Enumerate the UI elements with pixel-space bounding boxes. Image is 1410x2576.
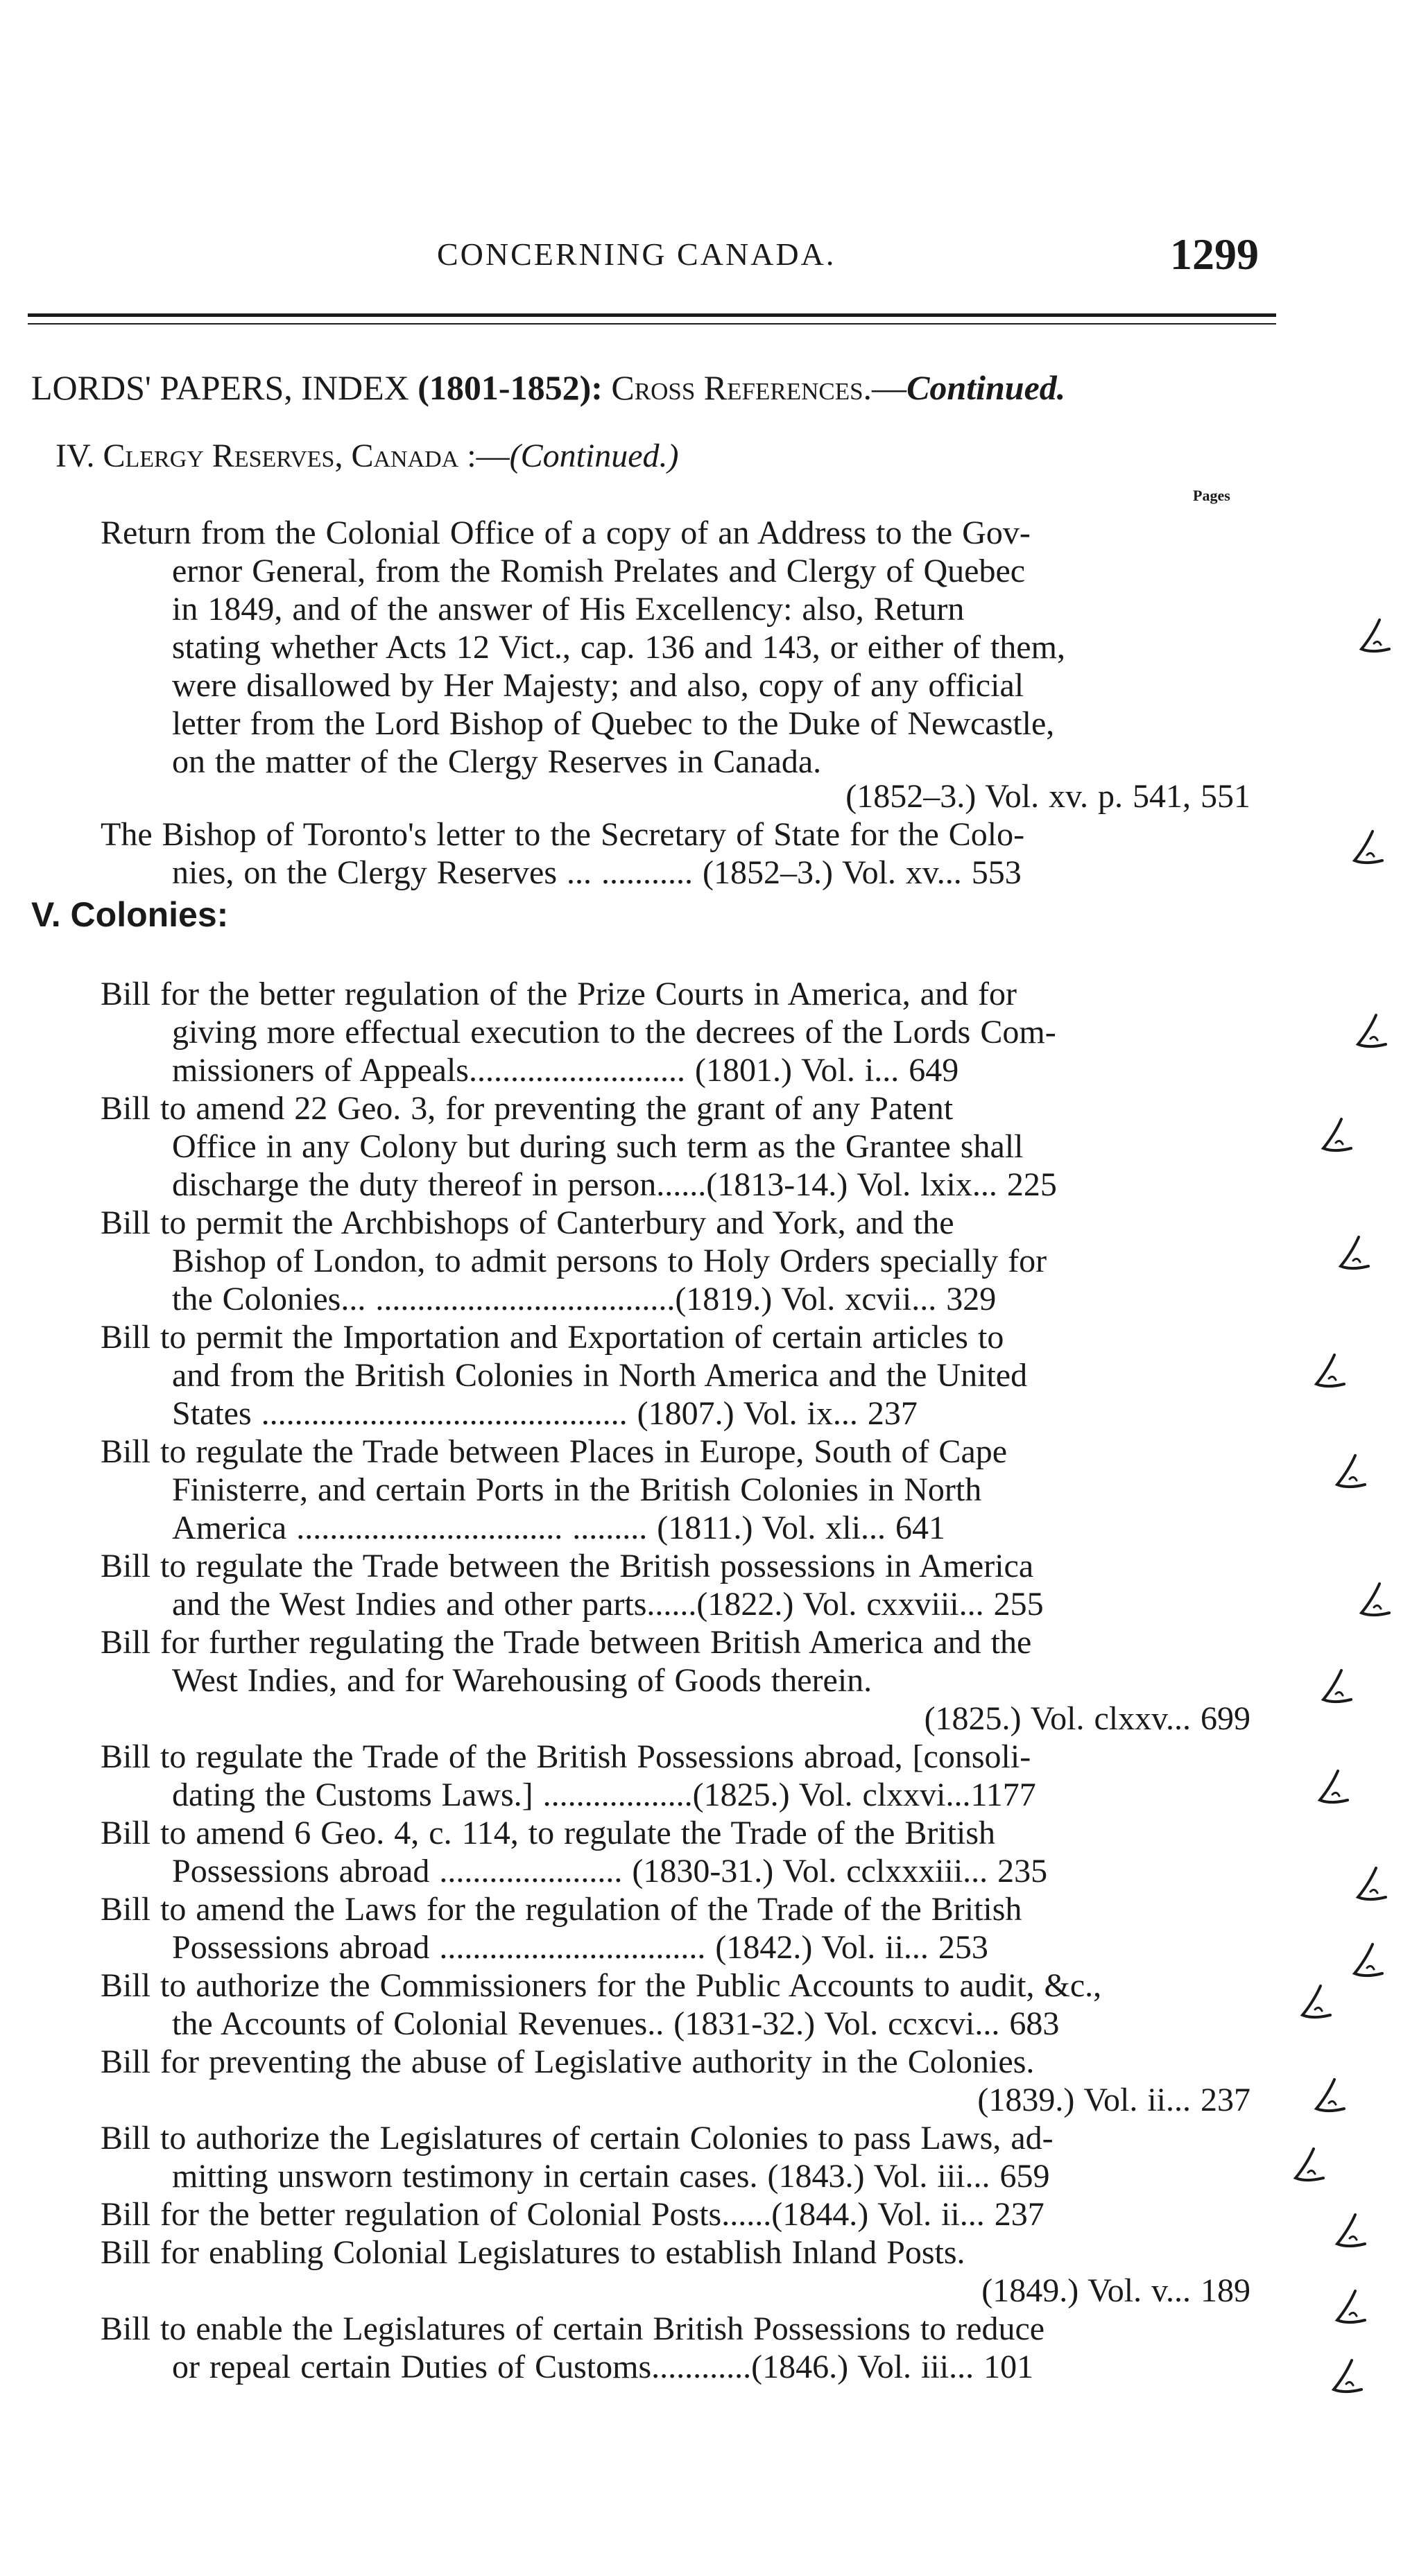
- subsection-heading: [55, 437, 679, 475]
- entry-line: the Colonies... ....................................(1819.) Vol. xcvii... 329: [172, 1281, 997, 1317]
- entry-line: the Accounts of Colonial Revenues.. (1831-32.) Vol. ccxcvi... 683: [172, 2005, 1060, 2042]
- entry-line: Bill for the better regulation of Colonial Posts......(1844.) Vol. ii... 237: [101, 2196, 1044, 2233]
- handwritten-mark-icon: [1332, 1453, 1373, 1494]
- entry-line: in 1849, and of the answer of His Excellency: also, Return: [172, 591, 965, 628]
- entry-line: letter from the Lord Bishop of Quebec to the Duke of Newcastle,: [172, 705, 1055, 742]
- subsection-continued: (Continued.): [509, 438, 679, 474]
- entry-line: Office in any Colony but during such term as the Grantee shall: [172, 1128, 1024, 1165]
- entry-line: Bill to authorize the Legislatures of certain Colonies to pass Laws, ad-: [101, 2120, 1054, 2156]
- section-heading-prefix: LORDS' PAPERS, INDEX: [31, 368, 409, 407]
- entry-line: States ............................................ (1807.) Vol. ix... 237: [172, 1395, 918, 1432]
- entry-line: Bill to enable the Legislatures of certain British Possessions to reduce: [101, 2310, 1045, 2347]
- entry-line: Bill to amend 6 Geo. 4, c. 114, to regulate the Trade of the British: [101, 1815, 996, 1851]
- handwritten-mark-icon: [1318, 1116, 1359, 1158]
- entry-reference: (1839.) Vol. ii... 237: [977, 2082, 1250, 2118]
- entry-line: Bill to amend the Laws for the regulation of the Trade of the British: [101, 1891, 1022, 1928]
- section-heading: [31, 368, 1280, 408]
- entry-line: Return from the Colonial Office of a copy of an Address to the Gov-: [101, 515, 1031, 551]
- entry-line: Bill to permit the Archbishops of Canterbury and York, and the: [101, 1204, 954, 1241]
- entry-line: Bill for enabling Colonial Legislatures to establish Inland Posts.: [101, 2234, 965, 2271]
- running-title: CONCERNING CANADA.: [437, 236, 836, 272]
- header-rule-thin: [28, 323, 1276, 325]
- handwritten-mark-icon: [1332, 2288, 1373, 2330]
- entry-reference: (1825.) Vol. clxxv... 699: [924, 1700, 1250, 1737]
- handwritten-mark-icon: [1328, 2358, 1370, 2399]
- entry-line: and from the British Colonies in North America and the United: [172, 1357, 1028, 1394]
- entry-line: Bill to regulate the Trade between Places in Europe, South of Cape: [101, 1433, 1008, 1470]
- section-heading-years: (1801-1852):: [418, 368, 603, 407]
- entry-line: and the West Indies and other parts......(1822.) Vol. cxxviii... 255: [172, 1586, 1044, 1623]
- entry-line: dating the Customs Laws.] ..................(1825.) Vol. clxxvi...1177: [172, 1777, 1036, 1813]
- handwritten-mark-icon: [1349, 1942, 1391, 1983]
- entry-line: The Bishop of Toronto's letter to the Secretary of State for the Colo-: [101, 816, 1025, 853]
- handwritten-mark-icon: [1311, 1352, 1352, 1394]
- page-number: 1299: [1170, 230, 1259, 279]
- entry-line: ernor General, from the Romish Prelates and Clergy of Quebec: [172, 553, 1026, 589]
- section-heading-continued: Continued.: [906, 368, 1066, 407]
- entry-line: Bill for preventing the abuse of Legislative authority in the Colonies.: [101, 2043, 1035, 2080]
- entry-line: Bill to amend 22 Geo. 3, for preventing the grant of any Patent: [101, 1090, 954, 1127]
- entry-reference: (1852–3.) Vol. xv. p. 541, 551: [845, 778, 1250, 815]
- entry-line: Bishop of London, to admit persons to Holy Orders specially for: [172, 1243, 1047, 1279]
- entry-line: mitting unsworn testimony in certain cases. (1843.) Vol. iii... 659: [172, 2158, 1050, 2195]
- entry-line: on the matter of the Clergy Reserves in Canada.: [172, 743, 822, 780]
- section-heading-cross-references: Cross References.—: [611, 368, 907, 407]
- entry-line: giving more effectual execution to the decrees of the Lords Com-: [172, 1014, 1056, 1051]
- entry-line: Finisterre, and certain Ports in the British Colonies in North: [172, 1471, 982, 1508]
- entry-line: missioners of Appeals.......................... (1801.) Vol. i... 649: [172, 1052, 959, 1089]
- handwritten-mark-icon: [1290, 2146, 1332, 2188]
- entry-line: were disallowed by Her Majesty; and also, copy of any official: [172, 667, 1024, 704]
- entry-reference: (1849.) Vol. v... 189: [981, 2272, 1250, 2309]
- subsection-label: IV. Clergy Reserves, Canada :—: [55, 438, 510, 474]
- entry-line: nies, on the Clergy Reserves ... ........... (1852–3.) Vol. xv... 553: [172, 854, 1022, 891]
- handwritten-mark-icon: [1352, 1865, 1394, 1907]
- colonies-heading: V. Colonies:: [31, 895, 229, 934]
- entry-line: stating whether Acts 12 Vict., cap. 136 and 143, or either of them,: [172, 629, 1065, 666]
- handwritten-mark-icon: [1335, 1234, 1377, 1276]
- handwritten-mark-icon: [1356, 1581, 1398, 1623]
- entry-line: Bill for further regulating the Trade between British America and the: [101, 1624, 1032, 1661]
- entry-line: Possessions abroad ................................ (1842.) Vol. ii... 253: [172, 1929, 988, 1966]
- entry-line: West Indies, and for Warehousing of Goods therein.: [172, 1662, 872, 1699]
- entry-line: Bill to regulate the Trade between the British possessions in America: [101, 1548, 1034, 1584]
- entry-line: discharge the duty thereof in person......(1813-14.) Vol. lxix... 225: [172, 1166, 1057, 1203]
- pages-column-label: Pages: [1193, 487, 1230, 504]
- entry-line: or repeal certain Duties of Customs............(1846.) Vol. iii... 101: [172, 2349, 1034, 2385]
- handwritten-mark-icon: [1318, 1668, 1359, 1709]
- entry-line: Possessions abroad ...................... (1830-31.) Vol. cclxxxiii... 235: [172, 1853, 1048, 1890]
- entry-line: Bill to regulate the Trade of the British Possessions abroad, [consoli-: [101, 1738, 1031, 1775]
- handwritten-mark-icon: [1352, 1012, 1394, 1054]
- handwritten-mark-icon: [1349, 829, 1391, 870]
- handwritten-mark-icon: [1332, 2212, 1373, 2254]
- handwritten-mark-icon: [1311, 2077, 1352, 2118]
- entry-line: Bill to permit the Importation and Exportation of certain articles to: [101, 1319, 1004, 1356]
- handwritten-mark-icon: [1297, 1983, 1339, 2025]
- handwritten-mark-icon: [1314, 1768, 1356, 1810]
- entry-line: America ................................ ......... (1811.) Vol. xli... 641: [172, 1510, 946, 1546]
- header-rule-thick: [28, 313, 1276, 317]
- entry-line: Bill to authorize the Commissioners for the Public Accounts to audit, &c.,: [101, 1967, 1102, 2004]
- running-head: [437, 229, 1259, 284]
- entry-line: Bill for the better regulation of the Prize Courts in America, and for: [101, 976, 1017, 1012]
- handwritten-mark-icon: [1356, 617, 1398, 659]
